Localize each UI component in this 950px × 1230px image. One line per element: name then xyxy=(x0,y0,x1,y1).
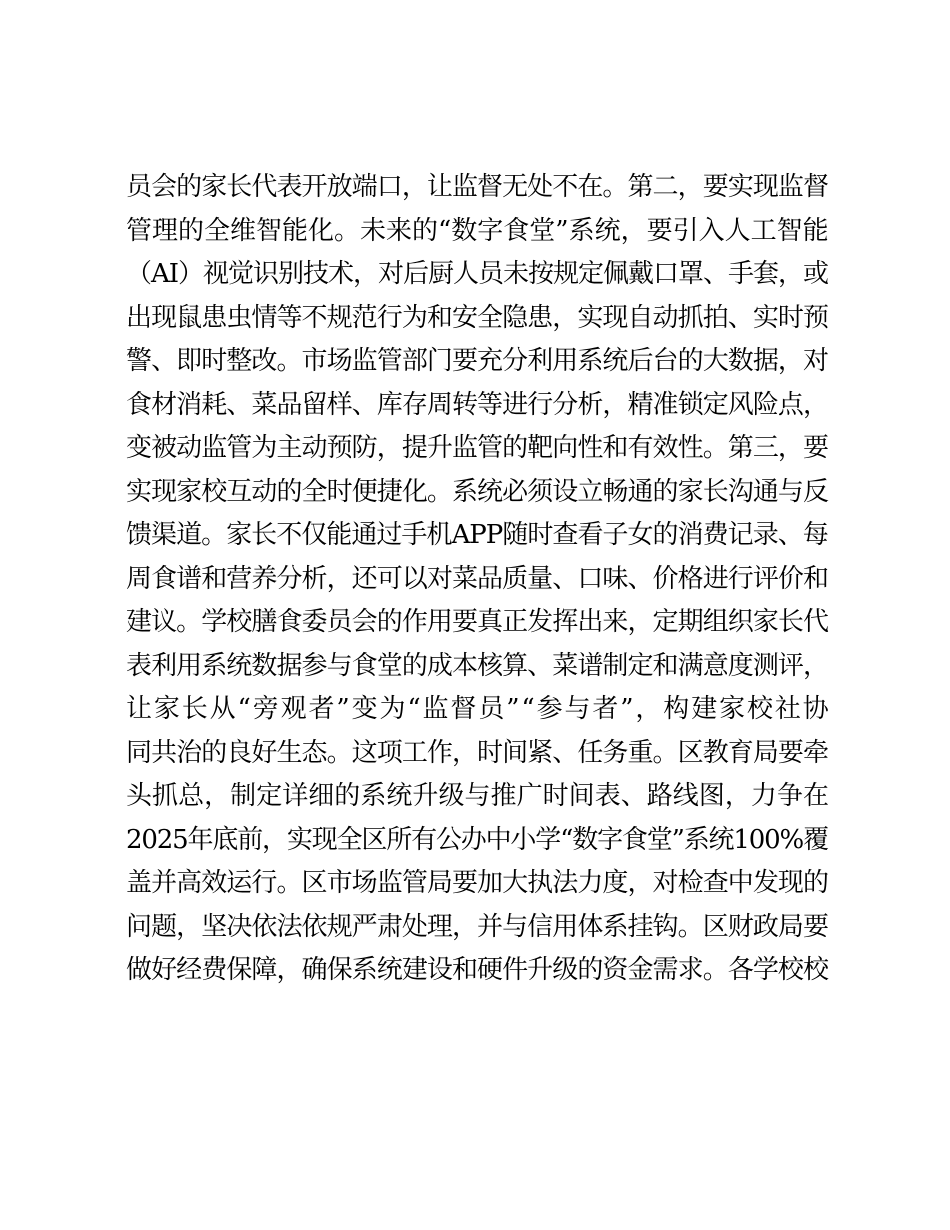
text-line: 同共治的良好生态。这项工作，时间紧、任务重。区教育局要牵 xyxy=(126,737,829,768)
text-line: （AI）视觉识别技术，对后厨人员未按规定佩戴口罩、手套，或 xyxy=(126,259,829,289)
text-line: 问题，坚决依法依规严肃处理，并与信用体系挂钩。区财政局要 xyxy=(126,911,829,942)
text-line: 做好经费保障，确保系统建设和硬件升级的资金需求。各学校校 xyxy=(126,955,829,985)
text-line: 管理的全维智能化。未来的“数字食堂”系统，要引入人工智能 xyxy=(126,215,829,246)
text-line: 2025年底前，实现全区所有公办中小学“数字食堂”系统100%覆 xyxy=(126,824,828,855)
text-line: 头抓总，制定详细的系统升级与推广时间表、路线图，力争在 xyxy=(126,781,830,811)
text-line: 馈渠道。家长不仅能通过手机APP随时查看子女的消费记录、每 xyxy=(126,520,828,550)
text-line: 变被动监管为主动预防，提升监管的靶向性和有效性。第三，要 xyxy=(126,433,829,463)
text-line: 员会的家长代表开放端口，让监督无处不在。第二，要实现监督 xyxy=(126,172,829,202)
text-line: 盖并高效运行。区市场监管局要加大执法力度，对检查中发现的 xyxy=(126,868,829,898)
text-line: 警、即时整改。市场监管部门要充分利用系统后台的大数据，对 xyxy=(126,346,829,376)
text-line: 建议。学校膳食委员会的作用要真正发挥出来，定期组织家长代 xyxy=(126,607,829,637)
text-line: 周食谱和营养分析，还可以对菜品质量、口味、价格进行评价和 xyxy=(126,563,829,594)
body-text xyxy=(126,166,831,993)
text-line: 出现鼠患虫情等不规范行为和安全隐患，实现自动抓拍、实时预 xyxy=(126,302,829,333)
text-line: 实现家校互动的全时便捷化。系统必须设立畅通的家长沟通与反 xyxy=(126,476,829,507)
text-line: 表利用系统数据参与食堂的成本核算、菜谱制定和满意度测评， xyxy=(126,650,829,681)
text-line: 让家长从“旁观者”变为“监督员”“参与者”，构建家校社协 xyxy=(126,694,831,724)
text-line: 食材消耗、菜品留样、库存周转等进行分析，精准锁定风险点， xyxy=(126,389,829,420)
